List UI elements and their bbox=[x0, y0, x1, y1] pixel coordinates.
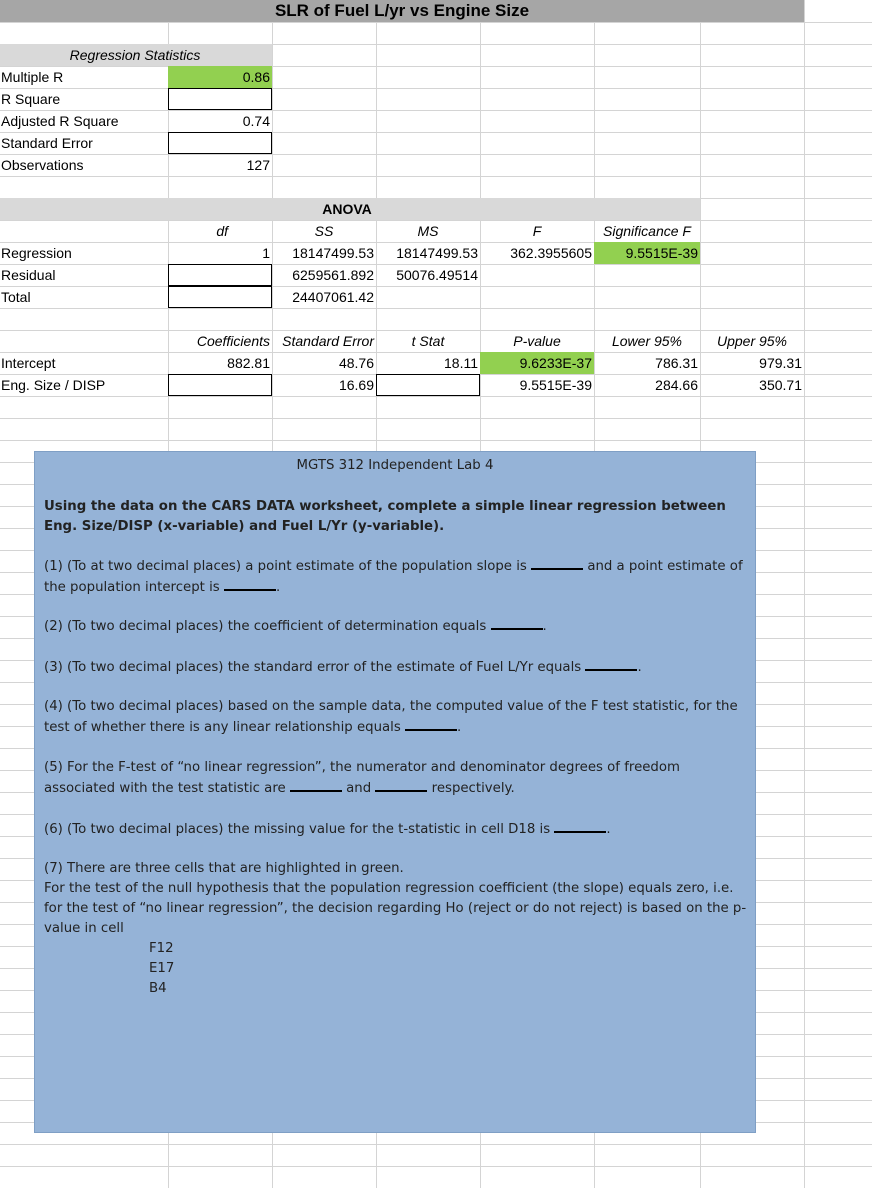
intro-text: Using the data on the CARS DATA worksheet, complete a simple linear regression between Eng. Size/DISP (x-variable) and Fuel L/Yr (y-variable). bbox=[44, 499, 726, 534]
question-1-text-b: and a point estimate of the population intercept is bbox=[44, 559, 743, 595]
coef-col-p-value[interactable]: P-value bbox=[513, 333, 561, 349]
cell-slope-upper[interactable]: 350.71 bbox=[759, 377, 802, 393]
cell-intercept-lower[interactable]: 786.31 bbox=[655, 355, 698, 371]
cell-slope-t[interactable] bbox=[376, 374, 480, 396]
cell-intercept-se[interactable]: 48.76 bbox=[338, 355, 374, 371]
cell-standard-error[interactable] bbox=[168, 132, 272, 154]
coef-col-coefficients[interactable]: Coefficients bbox=[196, 333, 270, 349]
question-5 bbox=[44, 758, 749, 799]
answer-blank-intercept bbox=[224, 577, 276, 591]
cell-slope-coef[interactable] bbox=[168, 374, 272, 396]
cell-regression-ms[interactable]: 18147499.53 bbox=[396, 245, 478, 261]
answer-blank-df-numerator bbox=[290, 778, 342, 792]
cell-multiple-r[interactable]: 0.86 bbox=[168, 66, 272, 88]
label-total[interactable]: Total bbox=[1, 289, 31, 305]
label-observations[interactable]: Observations bbox=[1, 157, 84, 173]
cell-intercept-t[interactable]: 18.11 bbox=[444, 355, 478, 371]
label-intercept[interactable]: Intercept bbox=[1, 355, 56, 371]
option-item[interactable]: E17 bbox=[149, 961, 175, 976]
coef-col-t-stat[interactable]: t Stat bbox=[411, 333, 445, 349]
question-3-text: (3) (To two decimal places) the standard error of the estimate of Fuel L/Yr equals bbox=[44, 660, 582, 675]
options-list bbox=[149, 939, 174, 999]
question-6-text: (6) (To two decimal places) the missing value for the t-statistic in cell D18 is bbox=[44, 822, 551, 837]
cell-slope-se[interactable]: 16.69 bbox=[338, 377, 374, 393]
answer-blank-standard-error bbox=[585, 657, 637, 671]
answer-blank-r-square bbox=[491, 616, 543, 630]
label-multiple-r[interactable]: Multiple R bbox=[1, 69, 64, 85]
instructions-textbox[interactable] bbox=[34, 451, 756, 1133]
coef-col-lower-95[interactable]: Lower 95% bbox=[611, 333, 683, 349]
answer-blank-df-denominator bbox=[375, 778, 427, 792]
question-5-text-c: respectively. bbox=[431, 781, 515, 796]
cell-adjusted-r-square[interactable]: 0.74 bbox=[242, 113, 270, 129]
anova-header[interactable]: ANOVA bbox=[322, 201, 372, 217]
coef-col-standard-error[interactable]: Standard Error bbox=[282, 333, 374, 349]
question-2-text: (2) (To two decimal places) the coefficient of determination equals bbox=[44, 619, 487, 634]
answer-blank-t-statistic bbox=[554, 819, 606, 833]
anova-col-f[interactable]: F bbox=[532, 223, 542, 239]
label-standard-error[interactable]: Standard Error bbox=[1, 135, 93, 151]
anova-col-ms[interactable]: MS bbox=[417, 223, 439, 239]
question-1-text-a: (1) (To at two decimal places) a point estimate of the population slope is bbox=[44, 559, 527, 574]
cell-intercept-p[interactable]: 9.6233E-37 bbox=[480, 352, 594, 374]
cell-slope-p[interactable]: 9.5515E-39 bbox=[519, 377, 592, 393]
cell-r-square[interactable] bbox=[168, 88, 272, 110]
cell-slope-lower[interactable]: 284.66 bbox=[655, 377, 698, 393]
question-3: (3) (To two decimal places) the standard error of the estimate of Fuel L/Yr equals . bbox=[44, 657, 749, 678]
question-5-text-b: and bbox=[346, 781, 372, 796]
question-5-text-a: (5) For the F-test of “no linear regression”, the numerator and denominator degrees of freedom associated with the test statistic are bbox=[44, 760, 680, 796]
option-item[interactable]: F12 bbox=[149, 941, 174, 956]
cell-regression-f[interactable]: 362.3955605 bbox=[510, 245, 592, 261]
cell-significance-f[interactable]: 9.5515E-39 bbox=[594, 242, 700, 264]
question-2: (2) (To two decimal places) the coefficient of determination equals . bbox=[44, 616, 749, 637]
label-regression[interactable]: Regression bbox=[1, 245, 72, 261]
label-r-square[interactable]: R Square bbox=[1, 91, 61, 107]
question-7-intro: (7) There are three cells that are highlighted in green. bbox=[44, 861, 404, 876]
answer-blank-f-statistic bbox=[405, 717, 457, 731]
anova-col-df[interactable]: df bbox=[216, 223, 228, 239]
cell-residual-ms[interactable]: 50076.49514 bbox=[396, 267, 478, 283]
option-item[interactable]: B4 bbox=[149, 981, 167, 996]
question-4: (4) (To two decimal places) based on the sample data, the computed value of the F test statistic, for the test of whether there is any linear relationship equals . bbox=[44, 699, 738, 735]
cell-intercept-coef[interactable]: 882.81 bbox=[227, 355, 270, 371]
cell-observations[interactable]: 127 bbox=[246, 157, 270, 173]
anova-col-ss[interactable]: SS bbox=[314, 223, 334, 239]
cell-total-ss[interactable]: 24407061.42 bbox=[292, 289, 374, 305]
regression-statistics-header[interactable]: Regression Statistics bbox=[69, 47, 201, 63]
answer-blank-slope bbox=[531, 556, 583, 570]
lab-heading: MGTS 312 Independent Lab 4 bbox=[296, 458, 494, 473]
cell-regression-ss[interactable]: 18147499.53 bbox=[292, 245, 374, 261]
sheet-title[interactable]: SLR of Fuel L/yr vs Engine Size bbox=[0, 0, 804, 22]
label-eng-size[interactable]: Eng. Size / DISP bbox=[1, 377, 106, 393]
cell-residual-df[interactable] bbox=[168, 264, 272, 286]
question-1: (1) (To at two decimal places) a point estimate of the population slope is and a point estimate of the population intercept is . bbox=[44, 556, 749, 598]
cell-regression-df[interactable]: 1 bbox=[262, 245, 270, 261]
cell-residual-ss[interactable]: 6259561.892 bbox=[292, 267, 374, 283]
question-6: (6) (To two decimal places) the missing value for the t-statistic in cell D18 is . bbox=[44, 819, 749, 840]
question-4-text: (4) (To two decimal places) based on the sample data, the computed value of the F test statistic, for the test of whether there is any linear relationship equals bbox=[44, 699, 738, 735]
label-adjusted-r-square[interactable]: Adjusted R Square bbox=[1, 113, 119, 129]
coef-col-upper-95[interactable]: Upper 95% bbox=[716, 333, 788, 349]
cell-total-df[interactable] bbox=[168, 286, 272, 308]
label-residual[interactable]: Residual bbox=[1, 267, 56, 283]
anova-col-significance-f[interactable]: Significance F bbox=[603, 223, 691, 239]
cell-intercept-upper[interactable]: 979.31 bbox=[759, 355, 802, 371]
question-7-text: For the test of the null hypothesis that the population regression coefficient (the slope) equals zero, i.e. for the test of “no linear regression”, the decision regarding Ho (reject or do not reject) is based on the p-value in cell bbox=[44, 881, 747, 936]
